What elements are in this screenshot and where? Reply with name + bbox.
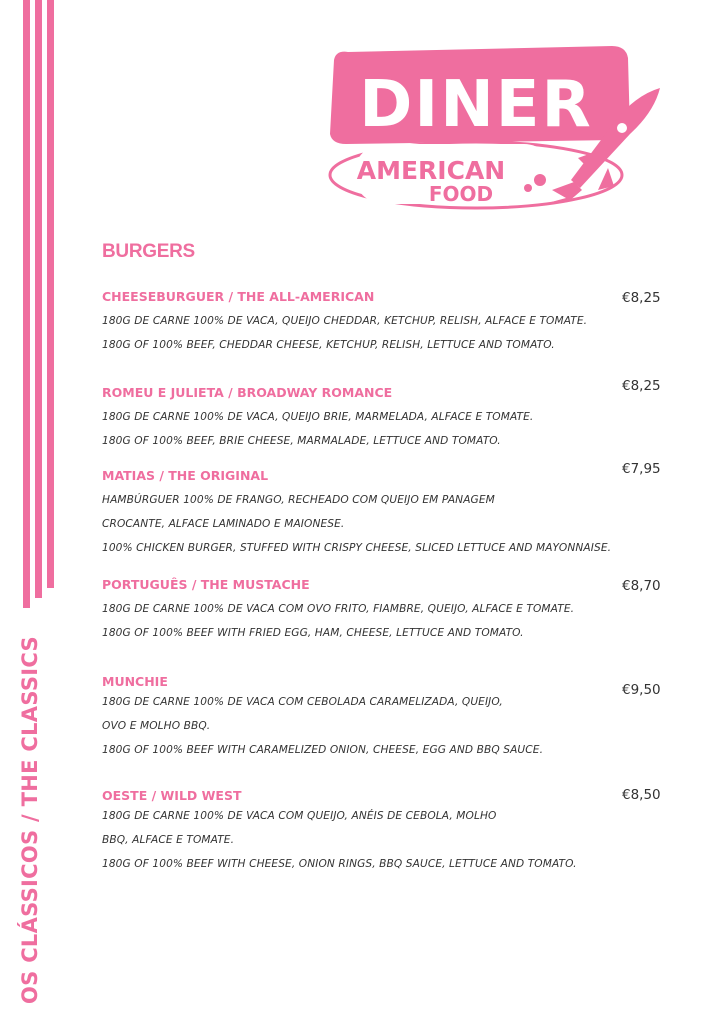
item-description-line: 180G DE CARNE 100% DE VACA COM QUEIJO, ANÉIS DE CEBOLA, MOLHO [102,810,497,822]
item-description-line: 180G OF 100% BEEF, BRIE CHEESE, MARMALADE, LETTUCE AND TOMATO. [102,435,501,447]
item-description-line: 100% CHICKEN BURGER, STUFFED WITH CRISPY CHEESE, SLICED LETTUCE AND MAYONNAISE. [102,542,612,554]
item-price: €8,50 [622,787,661,803]
diner-logo [316,40,666,220]
item-price: €7,95 [622,461,661,477]
item-price: €9,50 [622,682,661,698]
section-title: BURGERS [102,241,195,262]
item-name: PORTUGUÊS / THE MUSTACHE [102,577,310,592]
logo-subtitle-1: AMERICAN [356,156,506,185]
item-name: MATIAS / THE ORIGINAL [102,468,269,483]
item-name: OESTE / WILD WEST [102,788,242,803]
item-price: €8,25 [622,378,661,394]
item-name: MUNCHIE [102,674,168,689]
logo-subtitle-2: FOOD [428,182,494,206]
item-description-line: CROCANTE, ALFACE LAMINADO E MAIONESE. [102,518,345,530]
item-price: €8,70 [622,578,661,594]
menu-item [102,385,662,449]
sidebar-stripe-1 [23,0,30,608]
item-description-line: 180G DE CARNE 100% DE VACA, QUEIJO CHEDDAR, KETCHUP, RELISH, ALFACE E TOMATE. [102,315,588,327]
item-description-line: HAMBÚRGUER 100% DE FRANGO, RECHEADO COM QUEIJO EM PANAGEM [102,494,495,506]
item-description-line: 180G DE CARNE 100% DE VACA COM CEBOLADA CARAMELIZADA, QUEIJO, [102,696,503,708]
logo-title: DINER [359,68,593,142]
item-description-line: BBQ, ALFACE E TOMATE. [102,834,235,846]
sidebar-stripe-2 [35,0,42,598]
item-name: ROMEU E JULIETA / BROADWAY ROMANCE [102,385,393,400]
item-description-line: 180G DE CARNE 100% DE VACA COM OVO FRITO, FIAMBRE, QUEIJO, ALFACE E TOMATE. [102,603,575,615]
item-description-line: OVO E MOLHO BBQ. [102,720,211,732]
item-description-line: 180G OF 100% BEEF WITH FRIED EGG, HAM, CHEESE, LETTUCE AND TOMATO. [102,627,524,639]
menu-item [102,788,662,872]
item-description-line: 180G OF 100% BEEF, CHEDDAR CHEESE, KETCHUP, RELISH, LETTUCE AND TOMATO. [102,339,555,351]
menu-item [102,577,662,641]
section-side-label: OS CLÁSSICOS / THE CLASSICS [18,636,42,1004]
item-description-line: 180G OF 100% BEEF WITH CHEESE, ONION RINGS, BBQ SAUCE, LETTUCE AND TOMATO. [102,858,577,870]
menu-item [102,468,662,556]
item-description-line: 180G OF 100% BEEF WITH CARAMELIZED ONION, CHEESE, EGG AND BBQ SAUCE. [102,744,544,756]
item-name: CHEESEBURGUER / THE ALL-AMERICAN [102,289,375,304]
menu-item [102,289,662,353]
item-price: €8,25 [622,290,661,306]
menu-item [102,674,662,758]
item-description-line: 180G DE CARNE 100% DE VACA, QUEIJO BRIE, MARMELADA, ALFACE E TOMATE. [102,411,534,423]
sidebar-stripe-3 [47,0,54,588]
